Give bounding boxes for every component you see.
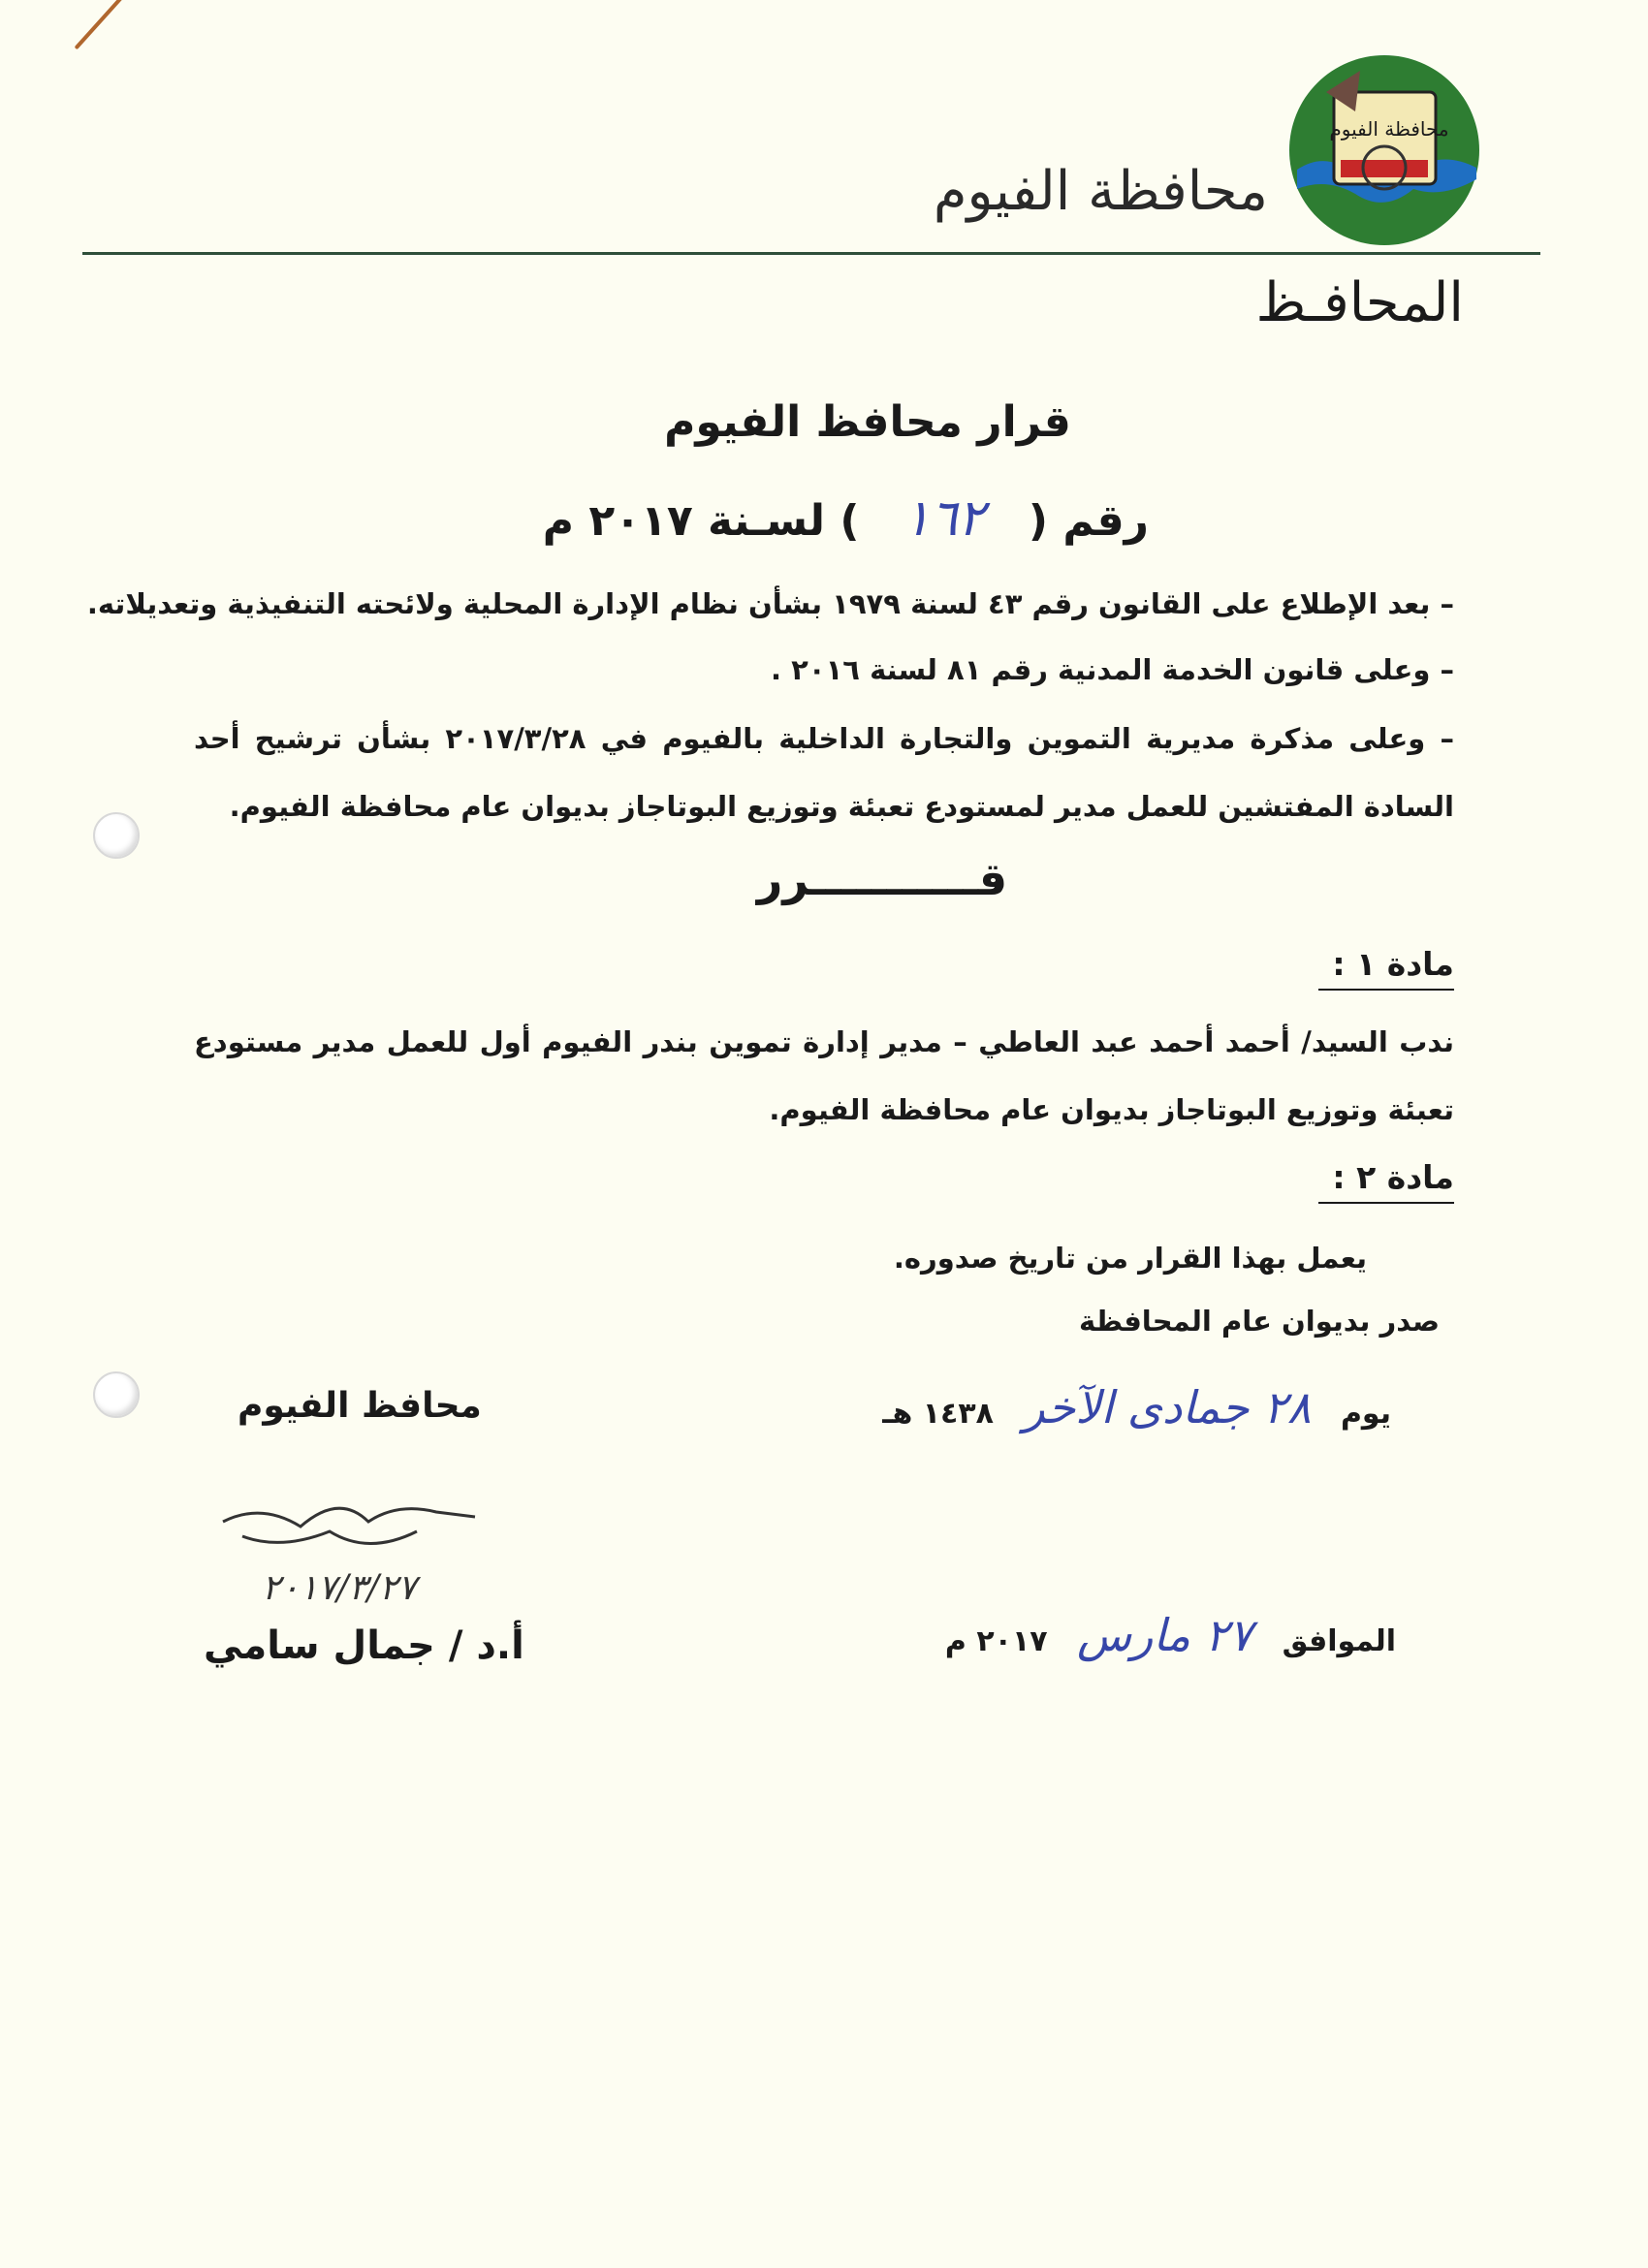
punch-hole xyxy=(93,812,140,859)
decision-number-suffix: ) لسـنة ٢٠١٧ م xyxy=(542,496,860,546)
hijri-date xyxy=(882,1381,1391,1433)
gregorian-date xyxy=(945,1609,1396,1661)
signature-icon xyxy=(204,1483,494,1619)
preamble-line-3: – وعلى مذكرة مديرية التموين والتجارة الداخلية بالفيوم في ٢٠١٧/٣/٢٨ بشأن ترشيح أحد السادة المفتشين للعمل مدير لمستودع تعبئة وتوزيع البوتاجاز بديوان عام محافظة الفيوم. xyxy=(194,722,1455,823)
office-heading: المحافـظ xyxy=(1255,271,1464,334)
governorate-emblem-icon xyxy=(1287,53,1481,247)
gregorian-date-suffix: ٢٠١٧ م xyxy=(944,1624,1048,1658)
preamble-line-2: – وعلى قانون الخدمة المدنية رقم ٨١ لسنة ٢٠١٦ . xyxy=(771,653,1454,686)
punch-hole xyxy=(93,1371,140,1418)
article-1-text: ندب السيد/ أحمد أحمد عبد العاطي – مدير إدارة تموين بندر الفيوم أول للعمل مدير مستودع تعبئة وتوزيع البوتاجاز بديوان عام محافظة الفيوم. xyxy=(194,1025,1454,1126)
hijri-date-handwritten: ٢٨ جمادى الآخر xyxy=(1023,1381,1312,1433)
decision-title: قرار محافظ الفيوم xyxy=(664,397,1071,447)
issued-place: صدر بديوان عام المحافظة xyxy=(1078,1305,1440,1338)
article-1-label: مادة ١ : xyxy=(1318,945,1454,991)
governorate-title: محافظة الفيوم xyxy=(933,160,1268,223)
hijri-date-prefix: يوم xyxy=(1340,1397,1391,1431)
signatory-title: محافظ الفيوم xyxy=(238,1386,482,1426)
decision-number xyxy=(543,489,1149,548)
emblem-text: محافظة الفيوم xyxy=(1329,117,1449,141)
article-2-text: يعمل بهذا القرار من تاريخ صدوره. xyxy=(893,1242,1367,1275)
article-2-label: مادة ٢ : xyxy=(1318,1158,1454,1204)
signatory-name: أ.د / جمال سامي xyxy=(204,1623,524,1668)
preamble-line-1: – بعد الإطلاع على القانون رقم ٤٣ لسنة ١٩٧٩ بشأن نظام الإدارة المحلية ولائحته التنفيذية وتعديلاته. xyxy=(86,587,1454,620)
gregorian-date-handwritten: ٢٧ مارس xyxy=(1077,1609,1253,1661)
hijri-date-suffix: ١٤٣٨ هـ xyxy=(882,1397,994,1431)
pen-mark xyxy=(75,0,136,49)
decree-label: قـــــــــــرر xyxy=(756,853,1008,905)
header-divider xyxy=(82,252,1540,255)
decision-number-prefix: رقم ( xyxy=(1028,496,1149,546)
gregorian-date-prefix: الموافق xyxy=(1282,1624,1396,1658)
decision-number-handwritten: ١٦٢ xyxy=(903,489,985,548)
signature-date: ٢٠١٧/٣/٢٧ xyxy=(262,1568,417,1608)
